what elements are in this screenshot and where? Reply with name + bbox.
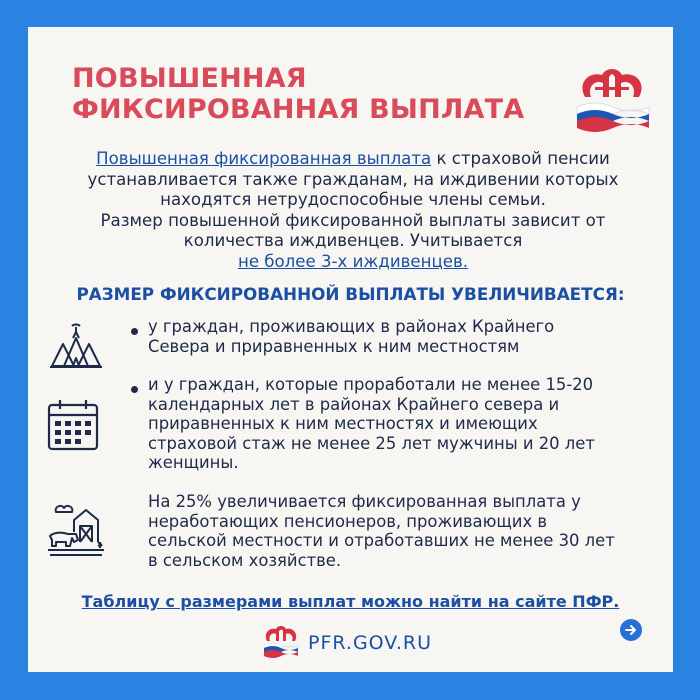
intro-paragraph: Повышенная фиксированная выплата к страховой пенсии устанавливается также гражданам, на иждивении которых находятся нетрудоспособные члены семьи. Размер повышенной фиксированной выплаты зависит от количества иждивенцев. Учитывается не более 3-х иждивенцев. — [87, 149, 619, 271]
dependents-limit-link[interactable]: не более 3-х иждивенцев. — [237, 251, 469, 271]
page-title: ПОВЫШЕННАЯ ФИКСИРОВАННАЯ ВЫПЛАТА — [72, 63, 525, 125]
bullet — [131, 386, 138, 393]
pfr-logo-icon — [261, 623, 301, 659]
item-text: На 25% увеличивается фиксированная выплата у неработающих пенсионеров, проживающих в сельской местности и отработавших не менее 30 лет в сельском хозяйстве. — [148, 492, 615, 570]
section-heading: РАЗМЕР ФИКСИРОВАННОЙ ВЫПЛАТЫ УВЕЛИЧИВАЕТСЯ: — [76, 284, 625, 304]
farm-icon — [46, 502, 106, 560]
tent-settlement-icon — [48, 322, 104, 372]
pfr-table-link[interactable]: Таблицу с размерами выплат можно найти на сайте ПФР. — [81, 592, 620, 611]
pfr-logo-icon — [571, 63, 653, 133]
item-text: и у граждан, которые проработали не менее 15-20 календарных лет в районах Крайнего севера и приравненных к ним местностях и имеющих страховой стаж не менее 25 лет мужчины и 20 лет женщины. — [148, 375, 595, 472]
calendar-icon — [46, 397, 100, 453]
arrow-right-icon — [624, 623, 638, 637]
site-url[interactable]: PFR.GOV.RU — [308, 632, 432, 654]
item-text: у граждан, проживающих в районах Крайнего Севера и приравненных к ним местностям — [148, 317, 555, 356]
info-card — [28, 27, 673, 672]
bullet — [131, 328, 138, 335]
next-slide-button[interactable] — [620, 619, 642, 641]
increased-payment-link[interactable]: Повышенная фиксированная выплата — [96, 149, 432, 168]
